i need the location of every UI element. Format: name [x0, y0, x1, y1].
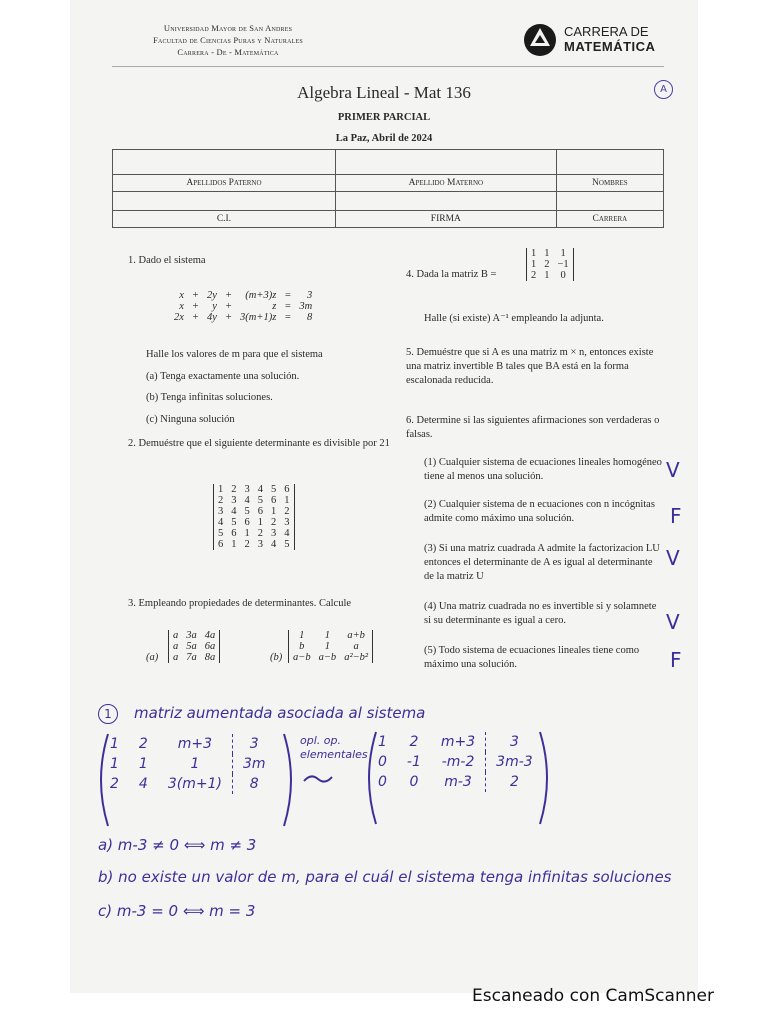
equivalent-tilde-icon	[302, 772, 334, 786]
matrix-cell: 1	[544, 270, 550, 281]
matrix-row	[169, 641, 220, 652]
exam-version-circle: A	[654, 80, 673, 99]
matrix-cell: 4	[271, 539, 277, 550]
handwritten-heading: matriz aumentada asociada al sistema	[134, 704, 426, 722]
matrix-cell: 2	[486, 772, 543, 792]
matrix-cell: 2	[284, 506, 290, 517]
matrix-cell: 5	[271, 484, 277, 495]
matrix-cell: 1	[378, 734, 387, 750]
matrix-row	[100, 754, 276, 774]
problem-1-option-b: (b) Tenga infinitas soluciones.	[146, 392, 273, 403]
matrix-cell: 1	[231, 539, 237, 550]
matrix-cell: 1	[138, 756, 148, 772]
right-paren-icon	[536, 728, 556, 828]
matrix-cell: 5	[244, 506, 250, 517]
problem-1-system	[170, 290, 316, 323]
faculty-name: Facultad de Ciencias Puras y Naturales	[153, 35, 303, 45]
exam-place-date: La Paz, Abril de 2024	[335, 133, 433, 144]
matrix-cell: 4	[257, 484, 263, 495]
matrix-cell: 3	[244, 484, 250, 495]
university-name: Universidad Mayor de San Andres	[163, 23, 293, 33]
matrix-cell: 3	[486, 732, 543, 752]
matrix-row	[368, 732, 543, 752]
matrix-cell: 2	[257, 528, 263, 539]
matrix-cell: 4	[284, 528, 290, 539]
label-ci: C.I.	[113, 211, 336, 228]
logo-line-1: CARRERA DE	[564, 24, 649, 39]
matrix-row	[169, 652, 220, 663]
matrix-cell: m-3	[444, 774, 472, 790]
matrix-cell: 5	[284, 539, 290, 550]
matrix-row	[527, 248, 574, 259]
answer-mark-3: V	[666, 546, 680, 570]
matrix-cell: 1	[190, 756, 200, 772]
matrix-cell: 7a	[186, 652, 197, 663]
input-maternal-surname[interactable]	[335, 150, 556, 175]
handwritten-problem-number: 1	[98, 704, 118, 724]
matrix-cell: 3	[284, 517, 290, 528]
right-paren-icon	[280, 730, 300, 830]
matrix-cell: 1	[324, 641, 331, 652]
problem-3-text: 3. Empleando propiedades de determinantes. Calcule	[128, 598, 352, 609]
matrix-cell: 2	[409, 734, 419, 750]
problem-6-item-4: (4) Una matriz cuadrada no es invertible si y solamnete si su determinante es igual a cero.	[424, 601, 657, 626]
matrix-row	[100, 734, 276, 754]
matrix-cell: 0	[560, 270, 566, 281]
matrix-cell: 3	[257, 539, 263, 550]
matrix-cell: m+3	[440, 734, 476, 750]
matrix-cell: 2	[218, 495, 224, 506]
matrix-row	[368, 772, 543, 792]
op: +	[224, 290, 233, 301]
math-career-logo-icon	[522, 22, 558, 58]
problem-1-question: Halle los valores de m para que el sistema	[146, 349, 323, 360]
problem-1-option-a: (a) Tenga exactamente una solución.	[146, 371, 300, 382]
problem-4-follow: Halle (si existe) A⁻¹ empleando la adjunta.	[424, 313, 604, 324]
op: =	[284, 301, 292, 312]
matrix-cell: b	[299, 641, 305, 652]
exam-title: Algebra Lineal - Mat 136	[297, 83, 471, 102]
problem-6-item-5: (5) Todo sistema de ecuaciones lineales tiene como máximo una solución.	[424, 645, 640, 670]
term: x	[179, 301, 184, 312]
answer-mark-5: F	[670, 648, 682, 672]
matrix-cell: 3	[231, 495, 237, 506]
problem-6-item-3: (3) Si una matriz cuadrada A admite la factorizacion LU entonces el determinante de A es igual al determinante de la matriz U	[424, 543, 660, 582]
problem-1-option-c: (c) Ninguna solución	[146, 414, 235, 425]
op: +	[191, 290, 200, 301]
student-info-table	[112, 149, 664, 228]
exam-type: PRIMER PARCIAL	[337, 112, 431, 123]
matrix-cell: 4	[138, 776, 148, 792]
matrix-cell: 1	[299, 630, 305, 641]
op: +	[191, 301, 200, 312]
matrix-row	[214, 539, 295, 550]
answer-mark-1: V	[666, 458, 680, 482]
matrix-cell: 0	[378, 774, 387, 790]
problem-3-determinant-b	[288, 630, 373, 663]
matrix-cell: a²−b²	[344, 652, 369, 663]
handwritten-answer-a: a) m-3 ≠ 0 ⟺ m ≠ 3	[98, 836, 257, 854]
logo-line-2: MATEMÁTICA	[564, 39, 656, 54]
matrix-cell: 3	[232, 734, 275, 754]
equation-row	[170, 301, 316, 312]
matrix-row	[289, 652, 373, 663]
matrix-cell: a−b	[318, 652, 337, 663]
problem-3-label-a: (a)	[146, 652, 159, 663]
term: 3m	[299, 301, 313, 312]
problem-1-intro: 1. Dado el sistema	[128, 255, 206, 266]
matrix-cell: -m-2	[441, 754, 475, 770]
problem-6-text: 6. Determine si las siguientes afirmaciones son verdaderas o falsas.	[406, 415, 660, 440]
matrix-cell: 6	[284, 484, 290, 495]
matrix-cell: 6	[271, 495, 277, 506]
matrix-cell: m+3	[177, 736, 213, 752]
matrix-cell: 3a	[186, 630, 197, 641]
term: x	[179, 290, 184, 301]
handwritten-reduced-matrix	[368, 732, 543, 792]
answer-mark-2: F	[670, 504, 682, 528]
term: z	[272, 301, 277, 312]
term: 8	[306, 312, 313, 323]
matrix-cell: 6	[257, 506, 263, 517]
matrix-cell: -1	[406, 754, 421, 770]
equation-row	[170, 312, 316, 323]
answer-mark-4: V	[666, 610, 680, 634]
term: (m+3)z	[245, 290, 277, 301]
matrix-row	[100, 774, 276, 794]
matrix-cell: 4	[218, 517, 224, 528]
matrix-cell: 6	[244, 517, 250, 528]
matrix-cell: 1	[531, 259, 537, 270]
matrix-cell: 1	[218, 484, 224, 495]
matrix-cell: 4	[244, 495, 250, 506]
input-career[interactable]	[556, 192, 663, 211]
matrix-row	[289, 630, 373, 641]
matrix-cell: a	[173, 630, 179, 641]
matrix-row	[289, 641, 373, 652]
input-paternal-surname[interactable]	[113, 150, 336, 175]
matrix-cell: 2	[544, 259, 550, 270]
matrix-row	[214, 484, 295, 495]
handwritten-answer-c: c) m-3 = 0 ⟺ m = 3	[98, 902, 256, 920]
input-signature[interactable]	[335, 192, 556, 211]
matrix-row	[214, 495, 295, 506]
matrix-cell: a+b	[347, 630, 365, 641]
matrix-cell: 1	[257, 517, 263, 528]
career-name: Carrera - De - Matemática	[177, 47, 279, 57]
term: 2x	[174, 312, 184, 323]
matrix-row	[527, 259, 574, 270]
matrix-row	[527, 270, 574, 281]
header-divider	[112, 66, 664, 67]
matrix-cell: 8a	[204, 652, 216, 663]
problem-5-text: 5. Demuéstre que si A es una matriz m × n, entonces existe una matriz invertible B tales que BA está en la forma escalonada reducida.	[406, 347, 654, 386]
matrix-cell: 3	[271, 528, 277, 539]
problem-3-label-b: (b)	[270, 652, 283, 663]
op: +	[191, 312, 200, 323]
matrix-cell: 8	[232, 774, 275, 794]
matrix-cell: 3(m+1)	[167, 776, 222, 792]
matrix-cell: 0	[409, 774, 419, 790]
matrix-cell: 6	[231, 528, 237, 539]
label-signature: FIRMA	[335, 211, 556, 228]
matrix-cell: 6	[218, 539, 224, 550]
matrix-cell: 0	[378, 754, 387, 770]
problem-2-text: 2. Demuéstre que el siguiente determinante es divisible por 21	[128, 438, 390, 449]
problem-4-text: 4. Dada la matriz B =	[406, 269, 497, 280]
input-names[interactable]	[556, 150, 663, 175]
problem-3-determinant-a	[168, 630, 220, 663]
equation-row	[170, 290, 316, 301]
matrix-row	[214, 517, 295, 528]
problem-2-determinant	[213, 484, 295, 550]
term: y	[212, 301, 217, 312]
matrix-cell: a	[173, 652, 179, 663]
term: 3	[306, 290, 313, 301]
matrix-cell: −1	[557, 259, 569, 270]
label-paternal-surname: Apellidos Paterno	[113, 175, 336, 192]
matrix-cell: 1	[110, 756, 119, 772]
label-maternal-surname: Apellido Materno	[335, 175, 556, 192]
matrix-cell: 3m	[232, 754, 275, 774]
matrix-cell: 1	[324, 630, 331, 641]
term: 4y	[207, 312, 217, 323]
matrix-cell: 2	[231, 484, 237, 495]
op: +	[224, 312, 233, 323]
matrix-cell: 1	[110, 736, 119, 752]
logo-text	[564, 24, 655, 54]
matrix-cell: 5	[218, 528, 224, 539]
label-names: Nombres	[556, 175, 663, 192]
matrix-row	[368, 752, 543, 772]
matrix-cell: 1	[544, 248, 550, 259]
university-header	[128, 22, 328, 58]
matrix-cell: 2	[110, 776, 119, 792]
handwritten-operations-note: opl. op. elementales	[300, 734, 368, 761]
matrix-cell: 1	[531, 248, 537, 259]
camscanner-watermark: Escaneado con CamScanner	[472, 986, 714, 1006]
op: +	[224, 301, 233, 312]
matrix-cell: 3m-3	[486, 752, 543, 772]
matrix-cell: a	[353, 641, 359, 652]
matrix-cell: 2	[244, 539, 250, 550]
matrix-cell: 5	[257, 495, 263, 506]
matrix-cell: 2	[271, 517, 277, 528]
matrix-row	[169, 630, 220, 641]
matrix-cell: 1	[284, 495, 290, 506]
matrix-cell: 2	[531, 270, 537, 281]
matrix-row	[214, 528, 295, 539]
matrix-cell: 2	[138, 736, 148, 752]
matrix-cell: a−b	[293, 652, 311, 663]
term: 2y	[207, 290, 217, 301]
problem-4-matrix	[526, 248, 574, 281]
term: 3(m+1)z	[240, 312, 277, 323]
matrix-cell: 1	[560, 248, 566, 259]
matrix-cell: 6a	[204, 641, 216, 652]
matrix-cell: 4a	[204, 630, 216, 641]
problem-6-item-2: (2) Cualquier sistema de n ecuaciones con n incógnitas admite como máximo una solución.	[424, 499, 655, 524]
matrix-cell: 3	[218, 506, 224, 517]
matrix-row	[214, 506, 295, 517]
label-career: Carrera	[556, 211, 663, 228]
problem-6-item-1: (1) Cualquier sistema de ecuaciones lineales homogéneo tiene al menos una solución.	[424, 457, 662, 482]
input-ci[interactable]	[113, 192, 336, 211]
handwritten-augmented-matrix	[100, 734, 276, 794]
matrix-cell: 1	[244, 528, 250, 539]
matrix-cell: 5	[231, 517, 237, 528]
matrix-cell: 4	[231, 506, 237, 517]
matrix-cell: 5a	[186, 641, 197, 652]
matrix-cell: a	[173, 641, 179, 652]
op: =	[284, 290, 292, 301]
handwritten-answer-b: b) no existe un valor de m, para el cuál el sistema tenga infinitas soluciones	[98, 868, 672, 886]
scanned-exam-page	[70, 0, 698, 993]
matrix-cell: 1	[271, 506, 277, 517]
op: =	[284, 312, 292, 323]
